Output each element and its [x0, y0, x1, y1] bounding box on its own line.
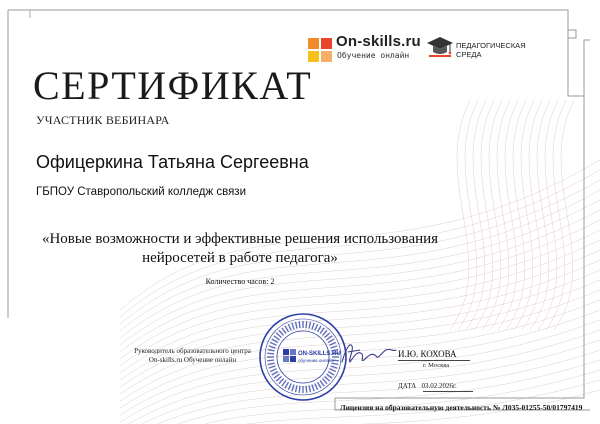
- recipient-organization: ГБПОУ Ставропольский колледж связи: [36, 186, 246, 198]
- onskills-logo-tagline: Обучение онлайн: [337, 51, 410, 60]
- issue-date-label: ДАТА: [398, 382, 417, 390]
- date-underline: [423, 391, 473, 392]
- graduation-cap-icon: [427, 35, 453, 59]
- pedsreda-logo-line1: ПЕДАГОГИЧЕСКАЯ: [456, 41, 526, 50]
- official-seal-stamp: [258, 312, 348, 402]
- webinar-topic-line1: «Новые возможности и эффективные решения использования: [41, 231, 439, 247]
- signatory-role: [110, 347, 275, 365]
- seal-brand: ON-SKILLS.RU: [298, 351, 341, 357]
- license-number: Лицензия на образовательную деятельность № Л035-01255-50/01797419: [340, 403, 583, 412]
- hours-count: Количество часов: 2: [205, 277, 275, 286]
- signatory-name: И.Ю. КОХОВА: [398, 349, 457, 359]
- issue-date-row: [398, 382, 457, 390]
- signatory-city: г. Москва: [423, 362, 450, 369]
- onskills-logo-icon: [308, 38, 332, 62]
- handwritten-signature: [338, 338, 398, 368]
- seal-tagline: обучение онлайн: [298, 358, 334, 363]
- signatory-role-line2: On-skills.ru Обучение онлайн: [148, 356, 237, 364]
- webinar-topic-line2: нейросетей в работе педагога»: [142, 250, 338, 266]
- onskills-logo-name: On-skills.ru: [336, 33, 421, 50]
- certificate-title: СЕРТИФИКАТ: [33, 63, 313, 108]
- webinar-topic: [20, 230, 460, 268]
- pedsreda-logo-line2: СРЕДА: [456, 50, 482, 59]
- signature-underline: [398, 360, 470, 361]
- certificate-subtitle: УЧАСТНИК ВЕБИНАРА: [36, 113, 170, 127]
- recipient-name: Офицеркина Татьяна Сергеевна: [36, 152, 309, 172]
- issue-date-value: 03.02.2026г.: [421, 382, 457, 390]
- signatory-role-line1: Руководитель образовательного центра: [134, 347, 251, 355]
